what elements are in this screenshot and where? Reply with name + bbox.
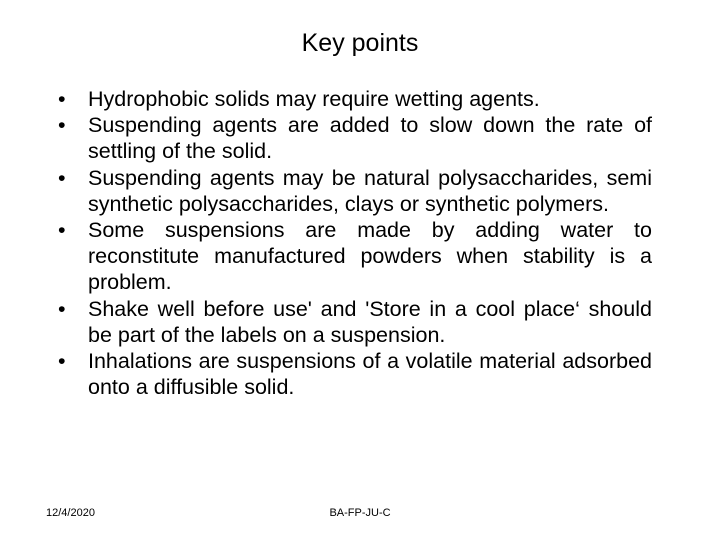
- bullet-icon: •: [58, 113, 66, 138]
- bullet-text: Suspending agents are added to slow down the rate of settling of the solid.: [88, 113, 652, 164]
- bullet-icon: •: [58, 165, 66, 190]
- bullet-text: Shake well before use' and 'Store in a cool place‘ should be part of the labels on a suspension.: [88, 296, 652, 347]
- footer-label: BA-FP-JU-C: [329, 507, 391, 519]
- bullet-list: [58, 86, 652, 400]
- bullet-item: [58, 86, 652, 112]
- slide-title: Key points: [301, 29, 419, 57]
- bullet-item: [58, 165, 652, 217]
- bullet-icon: •: [58, 349, 66, 374]
- bullet-item: [58, 217, 652, 296]
- bullet-text: Inhalations are suspensions of a volatile material adsorbed onto a diffusible solid.: [88, 349, 652, 400]
- bullet-icon: •: [58, 218, 66, 243]
- footer-date: 12/4/2020: [46, 507, 95, 519]
- bullet-item: [58, 348, 652, 400]
- bullet-item: [58, 296, 652, 348]
- bullet-icon: •: [58, 296, 66, 321]
- bullet-icon: •: [58, 87, 66, 111]
- bullet-text: Some suspensions are made by adding water to reconstitute manufactured powders when stability is a problem.: [88, 218, 652, 295]
- bullet-item: [58, 112, 652, 164]
- bullet-text: Suspending agents may be natural polysaccharides, semi synthetic polysaccharides, clays or synthetic polymers.: [88, 165, 652, 216]
- bullet-text: Hydrophobic solids may require wetting agents.: [88, 87, 540, 111]
